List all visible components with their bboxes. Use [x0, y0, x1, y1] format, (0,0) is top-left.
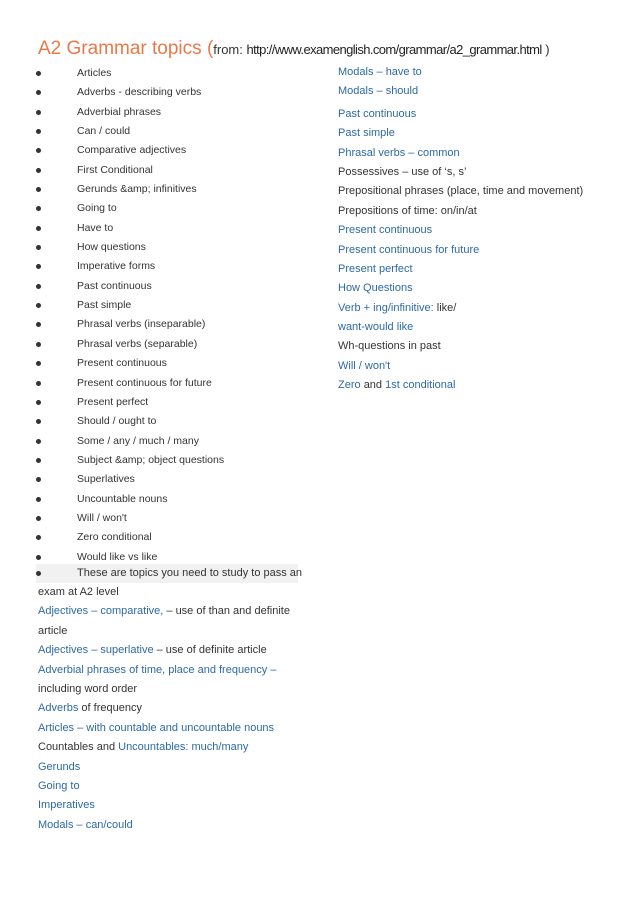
- bullet-dot-icon: [36, 148, 41, 153]
- left-line: [38, 583, 308, 602]
- bullet-item: [36, 277, 336, 296]
- title-url-link[interactable]: http://www.examenglish.com/grammar/a2_grammar.html: [246, 42, 542, 57]
- topic-text: – use of definite article: [156, 644, 267, 657]
- topic-text: Possessives – use of ‘s, s’: [338, 165, 467, 178]
- topic-link[interactable]: Uncountables: much/many: [118, 741, 249, 754]
- bullet-dot-icon: [36, 206, 41, 211]
- topic-link[interactable]: Modals – should: [338, 85, 419, 98]
- right-line: [338, 63, 638, 82]
- bullet-dot-icon: [36, 129, 41, 134]
- bullet-item: [36, 103, 336, 122]
- bullet-item: [36, 509, 336, 528]
- bullet-dot-icon: [36, 439, 41, 444]
- topic-text: exam at A2 level: [38, 586, 119, 598]
- topic-link[interactable]: Imperatives: [38, 799, 95, 812]
- topic-link[interactable]: Articles – with countable and uncountable nouns: [38, 721, 275, 734]
- bullet-dot-icon: [36, 264, 41, 269]
- bullet-text: How questions: [77, 241, 146, 254]
- intro-bullet-text: These are topics you need to study to pass an: [77, 567, 303, 579]
- topic-link[interactable]: How Questions: [338, 282, 413, 295]
- bullet-dot-icon: [36, 477, 41, 482]
- bullet-text: Present continuous: [77, 357, 167, 370]
- bullet-item: [36, 296, 336, 315]
- bullet-dot-icon: [36, 71, 41, 76]
- left-topic-lines: [38, 583, 308, 835]
- right-line: [338, 105, 638, 124]
- bullet-text: Would like vs like: [77, 550, 158, 563]
- left-line: [38, 699, 308, 718]
- right-line: [338, 163, 638, 182]
- topic-text: Wh-questions in past: [338, 340, 441, 353]
- right-line: [338, 376, 638, 395]
- bullet-text: First Conditional: [77, 163, 153, 176]
- topic-bullet-list: [36, 64, 336, 567]
- topic-text: – use of than and definite: [166, 605, 290, 618]
- right-line: [338, 144, 638, 163]
- left-line: [38, 641, 308, 660]
- topic-text: Countables and: [38, 741, 119, 754]
- bullet-dot-icon: [36, 168, 41, 173]
- bullet-item: [36, 432, 336, 451]
- topic-link[interactable]: Present perfect: [338, 262, 413, 275]
- left-line: [38, 777, 308, 796]
- bullet-text: Subject &amp; object questions: [77, 453, 225, 466]
- title-paren-open: (: [206, 38, 214, 59]
- bullet-item: [36, 180, 336, 199]
- bullet-item: [36, 219, 336, 238]
- topic-link[interactable]: Present continuous for future: [338, 243, 480, 256]
- right-line: [338, 202, 638, 221]
- title-from: from:: [213, 42, 247, 57]
- bullet-text: Superlatives: [77, 473, 135, 486]
- bullet-text: Present perfect: [77, 395, 149, 408]
- topic-link[interactable]: Modals – can/could: [38, 818, 133, 831]
- topic-link[interactable]: want-would like: [338, 321, 414, 334]
- right-line: [338, 357, 638, 376]
- bullet-text: Phrasal verbs (inseparable): [77, 318, 206, 331]
- title-main: A2 Grammar topics: [38, 38, 207, 59]
- bullet-item: [36, 412, 336, 431]
- bullet-item: [36, 451, 336, 470]
- left-line: [38, 816, 308, 835]
- left-line: [38, 622, 308, 641]
- bullet-dot-icon: [36, 381, 41, 386]
- bullet-dot-icon: [36, 303, 41, 308]
- bullet-text: Imperative forms: [77, 260, 156, 273]
- bullet-item: [36, 257, 336, 276]
- bullet-dot-icon: [36, 400, 41, 405]
- left-line: [38, 680, 308, 699]
- topic-link[interactable]: Gerunds: [38, 760, 81, 773]
- topic-link[interactable]: Adverbial phrases of time, place and frequency –: [38, 663, 277, 676]
- topic-link[interactable]: Zero: [338, 379, 364, 392]
- bullet-text: Adverbial phrases: [77, 105, 162, 118]
- bullet-dot-icon: [36, 361, 41, 366]
- bullet-text: Gerunds &amp; infinitives: [77, 183, 197, 196]
- topic-link[interactable]: Going to: [38, 779, 80, 792]
- right-line: [338, 299, 638, 318]
- bullet-dot-icon: [36, 555, 41, 560]
- bullet-item: [36, 238, 336, 257]
- bullet-text: Some / any / much / many: [77, 434, 199, 447]
- topic-link[interactable]: Past simple: [338, 127, 395, 140]
- left-line: [38, 758, 308, 777]
- bullet-text: Have to: [77, 221, 114, 234]
- bullet-item: [36, 141, 336, 160]
- bullet-item: [36, 393, 336, 412]
- bullet-item: [36, 161, 336, 180]
- topic-text: article: [38, 624, 68, 637]
- left-line: [38, 719, 308, 738]
- bullet-dot-icon: [36, 110, 41, 115]
- intro-bullet: [36, 564, 303, 583]
- left-line: [38, 661, 308, 680]
- bullet-text: Comparative adjectives: [77, 144, 187, 157]
- right-line: [338, 260, 638, 279]
- bullet-item: [36, 122, 336, 141]
- bullet-item: [36, 528, 336, 547]
- bullet-text: Will / won't: [77, 511, 127, 524]
- bullet-dot-icon: [36, 284, 41, 289]
- right-line: [338, 182, 638, 201]
- bullet-text: Articles: [77, 67, 112, 79]
- bullet-dot-icon: [36, 497, 41, 502]
- bullet-dot-icon: [36, 571, 41, 576]
- topic-link[interactable]: Will / won't: [338, 359, 391, 372]
- topic-link[interactable]: Verb + ing/infinitive:: [338, 301, 437, 314]
- topic-link[interactable]: Present continuous: [338, 224, 433, 237]
- right-line: [338, 124, 638, 143]
- bullet-text: Present continuous for future: [77, 376, 212, 389]
- bullet-text: Zero conditional: [77, 531, 152, 544]
- right-line: [338, 337, 638, 356]
- bullet-dot-icon: [36, 458, 41, 463]
- topic-link[interactable]: 1st conditional: [385, 379, 456, 392]
- bullet-item: [36, 315, 336, 334]
- right-line: [338, 241, 638, 260]
- title-paren-close: ): [541, 42, 550, 57]
- right-line: [338, 279, 638, 298]
- bullet-item: [36, 470, 336, 489]
- bullet-text: Past continuous: [77, 279, 152, 292]
- topic-text: of frequency: [81, 702, 142, 715]
- bullet-dot-icon: [36, 535, 41, 540]
- topic-link[interactable]: Past continuous: [338, 107, 417, 120]
- bullet-dot-icon: [36, 322, 41, 327]
- bullet-text: Should / ought to: [77, 415, 157, 428]
- topic-text: like/: [436, 301, 457, 314]
- bullet-text: Adverbs - describing verbs: [77, 86, 202, 99]
- bullet-item: [36, 374, 336, 393]
- topic-link[interactable]: Adjectives – superlative: [38, 644, 157, 657]
- topic-text: Prepositional phrases (place, time and movement): [338, 185, 584, 198]
- bullet-item: [36, 64, 336, 83]
- left-line: [38, 738, 308, 757]
- right-line: [338, 82, 638, 101]
- bullet-dot-icon: [36, 90, 41, 95]
- topic-link[interactable]: Adverbs: [38, 702, 82, 715]
- topic-link[interactable]: Phrasal verbs – common: [338, 146, 460, 159]
- right-line: [338, 318, 638, 337]
- page-title: [38, 38, 550, 61]
- right-topic-lines: [338, 63, 638, 396]
- bullet-dot-icon: [36, 187, 41, 192]
- bullet-item: [36, 354, 336, 373]
- topic-text: Prepositions of time: on/in/at: [338, 204, 477, 217]
- bullet-text: Uncountable nouns: [77, 492, 168, 505]
- bullet-item: [36, 199, 336, 218]
- topic-link[interactable]: Adjectives – comparative,: [38, 605, 167, 618]
- bullet-item: [36, 83, 336, 102]
- bullet-text: Past simple: [77, 299, 132, 312]
- left-line: [38, 796, 308, 815]
- left-line: [38, 602, 308, 621]
- bullet-dot-icon: [36, 516, 41, 521]
- bullet-item: [36, 335, 336, 354]
- bullet-item: [36, 490, 336, 509]
- bullet-dot-icon: [36, 245, 41, 250]
- right-line: [338, 221, 638, 240]
- topic-text: and: [363, 379, 386, 392]
- topic-text: including word order: [38, 682, 138, 695]
- bullet-text: Going to: [77, 202, 117, 215]
- bullet-dot-icon: [36, 419, 41, 424]
- bullet-dot-icon: [36, 342, 41, 347]
- bullet-text: Can / could: [77, 125, 131, 138]
- topic-link[interactable]: Modals – have to: [338, 66, 422, 78]
- bullet-dot-icon: [36, 226, 41, 231]
- bullet-text: Phrasal verbs (separable): [77, 337, 198, 350]
